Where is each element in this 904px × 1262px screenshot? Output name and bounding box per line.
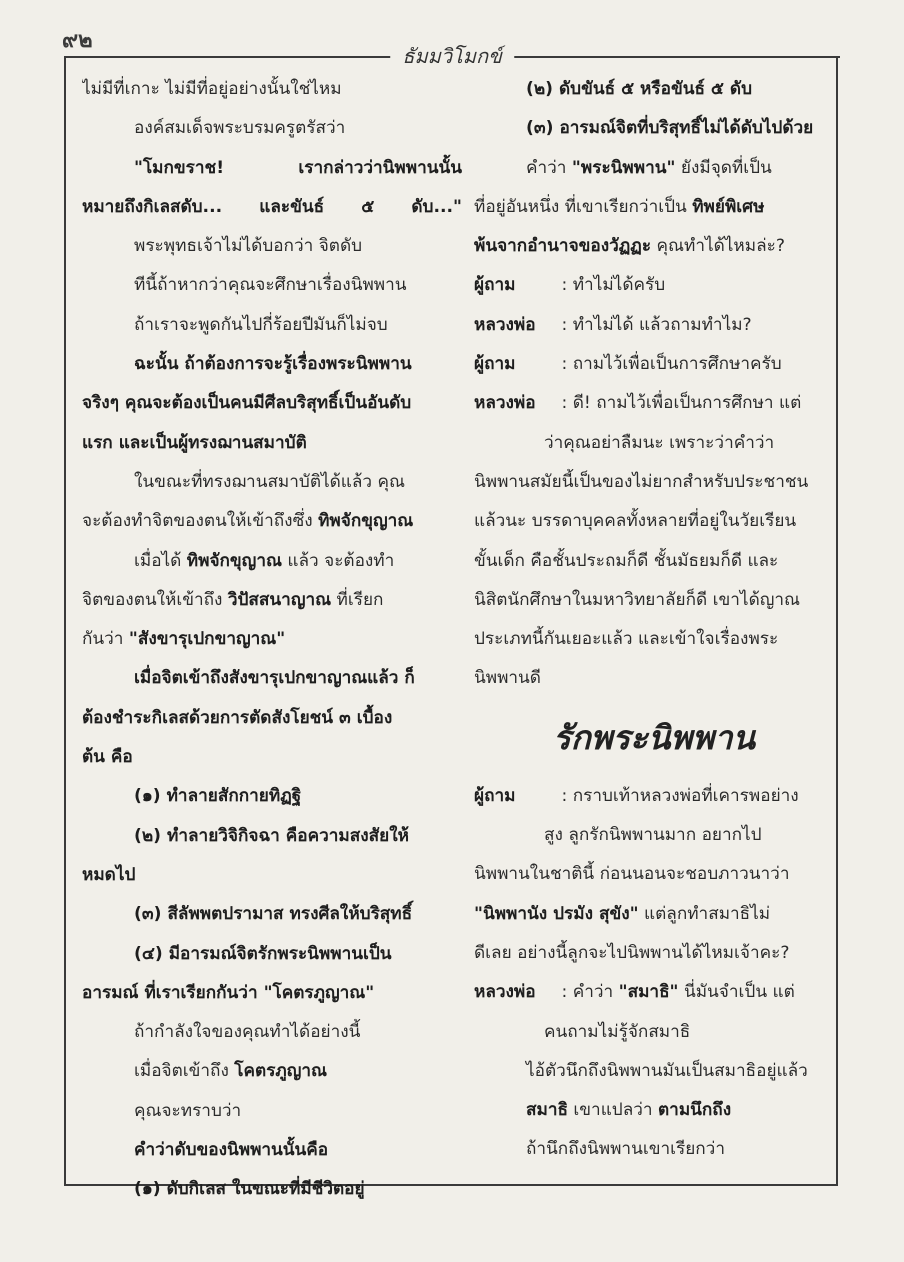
text-line: พ้นจากอำนาจของวัฏฏะ คุณทำได้ไหมล่ะ? bbox=[474, 236, 785, 257]
text-line: ไอ้ตัวนึกถึงนิพพานมันเป็นสมาธิอยู่แล้ว bbox=[526, 1060, 808, 1081]
text-line: นิสิตนักศึกษาในมหาวิทยาลัยก็ดี เขาได้ญาณ bbox=[474, 589, 800, 610]
text-line: แรก และเป็นผู้ทรงฌานสมาบัติ bbox=[82, 432, 307, 453]
text-line: ในขณะที่ทรงฌานสมาบัติได้แล้ว คุณ bbox=[134, 471, 405, 492]
text-line: เมื่อจิตเข้าถึง โคตรภูญาณ bbox=[134, 1061, 327, 1082]
text-line: จะต้องทำจิตของตนให้เข้าถึงซึ่ง ทิพจักขุญาณ bbox=[82, 511, 414, 532]
speaker-label: ผู้ถาม bbox=[474, 275, 516, 296]
text-line: เมื่อได้ ทิพจักขุญาณ แล้ว จะต้องทำ bbox=[134, 550, 395, 571]
text-line: ต้น คือ bbox=[82, 747, 133, 768]
text-line: ฉะนั้น ถ้าต้องการจะรู้เรื่องพระนิพพาน bbox=[134, 354, 412, 375]
text-line: สูง ลูกรักนิพพานมาก อยากไป bbox=[544, 825, 762, 846]
speaker-label: ผู้ถาม bbox=[474, 785, 516, 806]
text-line: อารมณ์ ที่เราเรียกกันว่า "โคตรภูญาณ" bbox=[82, 982, 375, 1003]
speaker-label: หลวงพ่อ bbox=[474, 393, 536, 414]
speaker-label: หลวงพ่อ bbox=[474, 314, 536, 335]
right-column bbox=[474, 70, 834, 1170]
text-line: คำว่า "พระนิพพาน" ยังมีจุดที่เป็น bbox=[526, 157, 772, 178]
text-line: จริงๆ คุณจะต้องเป็นคนมีศีลบริสุทธิ์เป็นอันดับ bbox=[82, 393, 412, 414]
list-item: (๑) ดับกิเลส ในขณะที่มีชีวิตอยู่ bbox=[134, 1179, 365, 1200]
page-number: ๙๒ bbox=[62, 28, 93, 53]
list-item: (๔) มีอารมณ์จิตรักพระนิพพานเป็น bbox=[134, 943, 392, 964]
text-line: นิพพานสมัยนี้เป็นของไม่ยากสำหรับประชาชน bbox=[474, 471, 809, 492]
dialogue-line: หลวงพ่อ : ทำไม่ได้ แล้วถามทำไม? bbox=[474, 306, 834, 345]
text-line: ถ้านึกถึงนิพพานเขาเรียกว่า bbox=[526, 1139, 725, 1160]
text-line: ว่าคุณอย่าลืมนะ เพราะว่าคำว่า bbox=[544, 432, 775, 453]
text-line: ประเภทนี้กันเยอะแล้ว และเข้าใจเรื่องพระ bbox=[474, 629, 779, 650]
text-line: "โมกขราช! เรากล่าวว่านิพพานนั้น bbox=[134, 157, 462, 178]
dialogue-line: ผู้ถาม : ถามไว้เพื่อเป็นการศึกษาครับ bbox=[474, 345, 834, 384]
text-line: ทีนี้ถ้าหากว่าคุณจะศึกษาเรื่องนิพพาน bbox=[134, 275, 407, 296]
text-line: ไม่มีที่เกาะ ไม่มีที่อยู่อย่างนั้นใช่ไหม bbox=[82, 79, 342, 99]
text-line: นิพพานในชาตินี้ ก่อนนอนจะชอบภาวนาว่า bbox=[474, 864, 790, 885]
text-line: แล้วนะ บรรดาบุคคลทั้งหลายที่อยู่ในวัยเรียน bbox=[474, 511, 797, 532]
speaker-label: ผู้ถาม bbox=[474, 354, 516, 375]
section-heading: รักพระนิพพาน bbox=[552, 717, 756, 757]
list-item: (๓) อารมณ์จิตที่บริสุทธิ์ไม่ได้ดับไปด้วย bbox=[526, 118, 814, 139]
dialogue-line: หลวงพ่อ : คำว่า "สมาธิ" นี่มันจำเป็น แต่ bbox=[474, 973, 834, 1012]
list-item: (๑) ทำลายสักกายทิฏฐิ bbox=[134, 786, 302, 807]
text-line: ถ้ากำลังใจของคุณทำได้อย่างนี้ bbox=[134, 1022, 361, 1043]
speaker-label: หลวงพ่อ bbox=[474, 982, 536, 1003]
text-line: คำว่าดับของนิพพานนั้นคือ bbox=[134, 1140, 329, 1161]
text-line: คุณจะทราบว่า bbox=[134, 1100, 242, 1121]
text-line: ที่อยู่อันหนึ่ง ที่เขาเรียกว่าเป็น ทิพย์พิเศษ bbox=[474, 196, 765, 217]
text-line: "นิพพานัง ปรมัง สุขัง" แต่ลูกทำสมาธิไม่ bbox=[474, 903, 771, 924]
text-line: หมดไป bbox=[82, 864, 136, 885]
dialogue-line: ผู้ถาม : ทำไม่ได้ครับ bbox=[474, 266, 834, 305]
text-line: พระพุทธเจ้าไม่ได้บอกว่า จิตดับ bbox=[134, 236, 363, 257]
text-line: ต้องชำระกิเลสด้วยการตัดสังโยชน์ ๓ เบื้อง bbox=[82, 707, 393, 728]
running-header-title: ธัมมวิโมกข์ bbox=[390, 40, 514, 72]
text-line: หมายถึงกิเลสดับ... และขันธ์ ๕ ดับ..." bbox=[82, 196, 462, 217]
list-item: (๒) ทำลายวิจิกิจฉา คือความสงสัยให้ bbox=[134, 825, 409, 846]
dialogue-line: ผู้ถาม : กราบเท้าหลวงพ่อที่เคารพอย่าง bbox=[474, 777, 834, 816]
text-line: สมาธิ เขาแปลว่า ตามนึกถึง bbox=[526, 1100, 732, 1121]
list-item: (๒) ดับขันธ์ ๕ หรือขันธ์ ๕ ดับ bbox=[526, 79, 752, 99]
text-line: ดีเลย อย่างนี้ลูกจะไปนิพพานได้ไหมเจ้าคะ? bbox=[474, 942, 790, 963]
text-line: จิตของตนให้เข้าถึง วิปัสสนาญาณ ที่เรียก bbox=[82, 589, 384, 610]
text-line: ขั้นเด็ก คือชั้นประถมก็ดี ชั้นมัธยมก็ดี และ bbox=[474, 550, 779, 571]
text-line: เมื่อจิตเข้าถึงสังขารุเปกขาญาณแล้ว ก็ bbox=[134, 668, 415, 689]
dialogue-line: หลวงพ่อ : ดี! ถามไว้เพื่อเป็นการศึกษา แต่ bbox=[474, 384, 834, 423]
text-line: กันว่า "สังขารุเปกขาญาณ" bbox=[82, 629, 286, 650]
list-item: (๓) สีลัพพตปรามาส ทรงศีลให้บริสุทธิ์ bbox=[134, 904, 413, 925]
text-line: ถ้าเราจะพูดกันไปกี่ร้อยปีมันก็ไม่จบ bbox=[134, 314, 388, 335]
left-column bbox=[82, 70, 462, 1210]
text-line: องค์สมเด็จพระบรมครูตรัสว่า bbox=[134, 118, 346, 139]
text-line: นิพพานดี bbox=[474, 668, 541, 689]
text-line: คนถามไม่รู้จักสมาธิ bbox=[544, 1021, 691, 1042]
